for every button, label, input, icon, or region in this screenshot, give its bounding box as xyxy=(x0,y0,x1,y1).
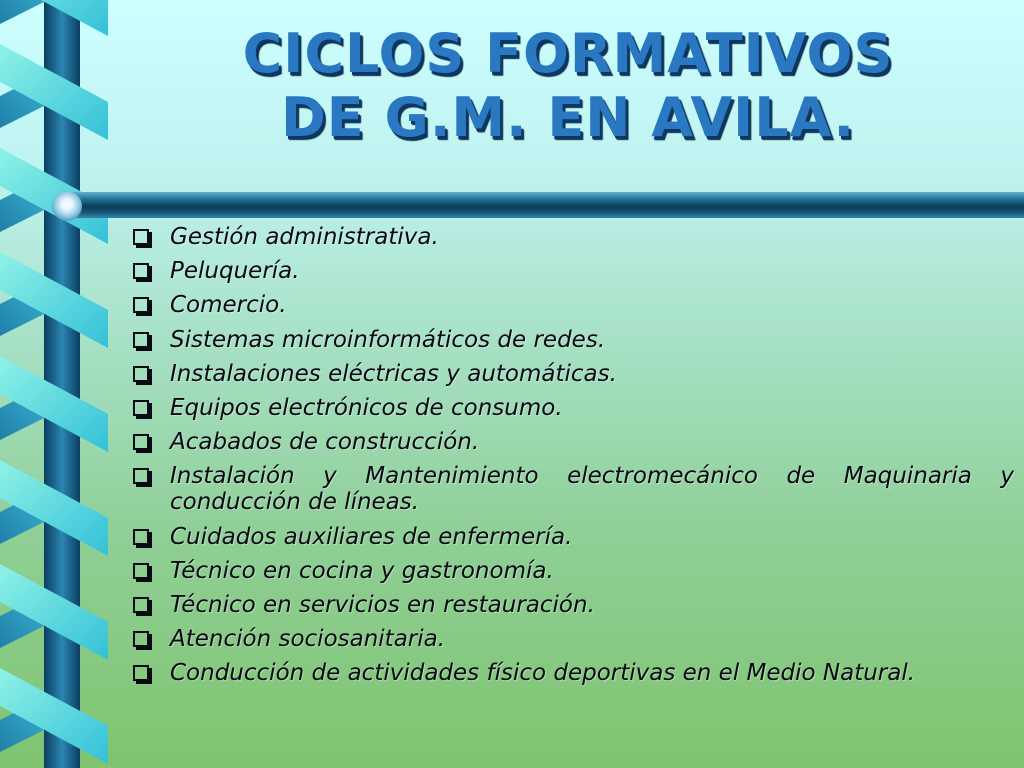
hollow-square-bullet-icon xyxy=(133,631,149,647)
course-list xyxy=(130,224,1014,694)
hollow-square-bullet-icon xyxy=(133,468,149,484)
list-item-text: Equipos electrónicos de consumo. xyxy=(170,394,563,421)
list-item xyxy=(130,463,1014,515)
hollow-square-bullet-icon xyxy=(133,297,149,313)
list-item-text: Técnico en cocina y gastronomía. xyxy=(170,557,554,584)
title-line-2: DE G.M. EN AVILA. xyxy=(280,86,855,149)
list-item-text: Técnico en servicios en restauración. xyxy=(170,591,595,618)
hollow-square-bullet-icon xyxy=(133,434,149,450)
list-item-text: Cuidados auxiliares de enfermería. xyxy=(170,523,573,550)
ribbon-back-band xyxy=(0,0,44,24)
list-item-text: Gestión administrativa. xyxy=(170,224,439,250)
hollow-square-bullet-icon xyxy=(133,400,149,416)
list-item-text: Comercio. xyxy=(170,292,287,319)
hollow-square-bullet-icon xyxy=(133,665,149,681)
hollow-square-bullet-icon xyxy=(133,597,149,613)
list-item xyxy=(130,327,1014,353)
list-item xyxy=(130,224,1014,250)
list-item-text: Acabados de construcción. xyxy=(170,429,480,456)
list-item xyxy=(130,258,1014,284)
list-item-text: Instalación y Mantenimiento electromecánico de Maquinaria y conducción de líneas. xyxy=(170,463,1014,516)
hollow-square-bullet-icon xyxy=(133,529,149,545)
list-item xyxy=(130,395,1014,421)
hollow-square-bullet-icon xyxy=(133,563,149,579)
list-item-text: Peluquería. xyxy=(170,258,300,285)
title-line-1: CICLOS FORMATIVOS xyxy=(242,22,894,85)
list-item xyxy=(130,292,1014,318)
list-item xyxy=(130,558,1014,584)
list-item xyxy=(130,626,1014,652)
hollow-square-bullet-icon xyxy=(133,229,149,245)
title-divider-bar xyxy=(62,192,1024,218)
list-item xyxy=(130,361,1014,387)
list-item-text: Conducción de actividades físico deportivas en el Medio Natural. xyxy=(170,660,916,687)
list-item xyxy=(130,429,1014,455)
spiral-ribbon-decoration xyxy=(0,0,112,768)
slide-title xyxy=(150,22,986,150)
list-item-text: Atención sociosanitaria. xyxy=(170,626,446,653)
hollow-square-bullet-icon xyxy=(133,332,149,348)
list-item-text: Sistemas microinformáticos de redes. xyxy=(170,326,606,353)
hollow-square-bullet-icon xyxy=(133,263,149,279)
list-item xyxy=(130,524,1014,550)
list-item-text: Instalaciones eléctricas y automáticas. xyxy=(170,360,617,387)
list-item xyxy=(130,592,1014,618)
list-item xyxy=(130,660,1014,686)
hollow-square-bullet-icon xyxy=(133,366,149,382)
divider-knob-icon xyxy=(52,191,82,221)
